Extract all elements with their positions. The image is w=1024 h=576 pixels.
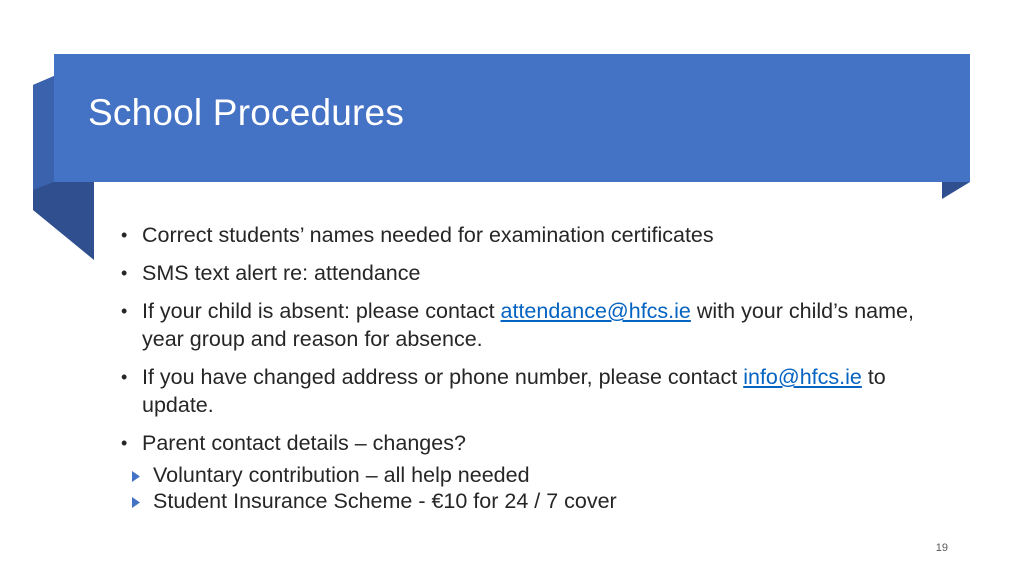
bullet-icon: •: [121, 225, 128, 245]
triangle-right-icon: [132, 497, 140, 508]
bullet-text-pre: If you have changed address or phone number, please contact: [142, 365, 744, 389]
bullet-icon: •: [121, 301, 128, 321]
triangle-right-icon: [132, 471, 140, 482]
slide-title: School Procedures: [88, 92, 405, 133]
page-number: 19: [935, 542, 948, 554]
bullet-item-contact-details: [121, 429, 941, 457]
sub-bullet-voluntary: [121, 461, 941, 489]
bullet-icon: •: [121, 263, 128, 283]
attendance-email-link[interactable]: attendance@hfcs.ie: [500, 299, 691, 323]
bullet-icon: •: [121, 367, 128, 387]
bullet-list: [121, 221, 941, 519]
bullet-text-post: with your child’s name, year group and reason for absence.: [142, 299, 914, 351]
bullet-item-sms: [121, 259, 941, 287]
bullet-item-address: [121, 363, 941, 419]
bullet-text: Parent contact details – changes?: [142, 431, 466, 455]
banner-fold-decoration: [942, 182, 970, 200]
bullet-text-post: to update.: [142, 365, 886, 417]
bullet-text: Correct students’ names needed for examination certificates: [142, 223, 714, 247]
bullet-text: SMS text alert re: attendance: [142, 261, 421, 285]
bullet-icon: •: [121, 433, 128, 453]
sub-bullet-insurance: [121, 487, 941, 515]
info-email-link[interactable]: info@hfcs.ie: [743, 365, 862, 389]
bullet-item-absence: [121, 297, 941, 353]
bullet-item-names: [121, 221, 941, 249]
sub-bullet-text: Voluntary contribution – all help needed: [153, 463, 530, 487]
title-banner: [54, 54, 970, 182]
bullet-text-pre: If your child is absent: please contact: [142, 299, 501, 323]
sub-bullet-text: Student Insurance Scheme - €10 for 24 / 7 cover: [153, 489, 617, 513]
